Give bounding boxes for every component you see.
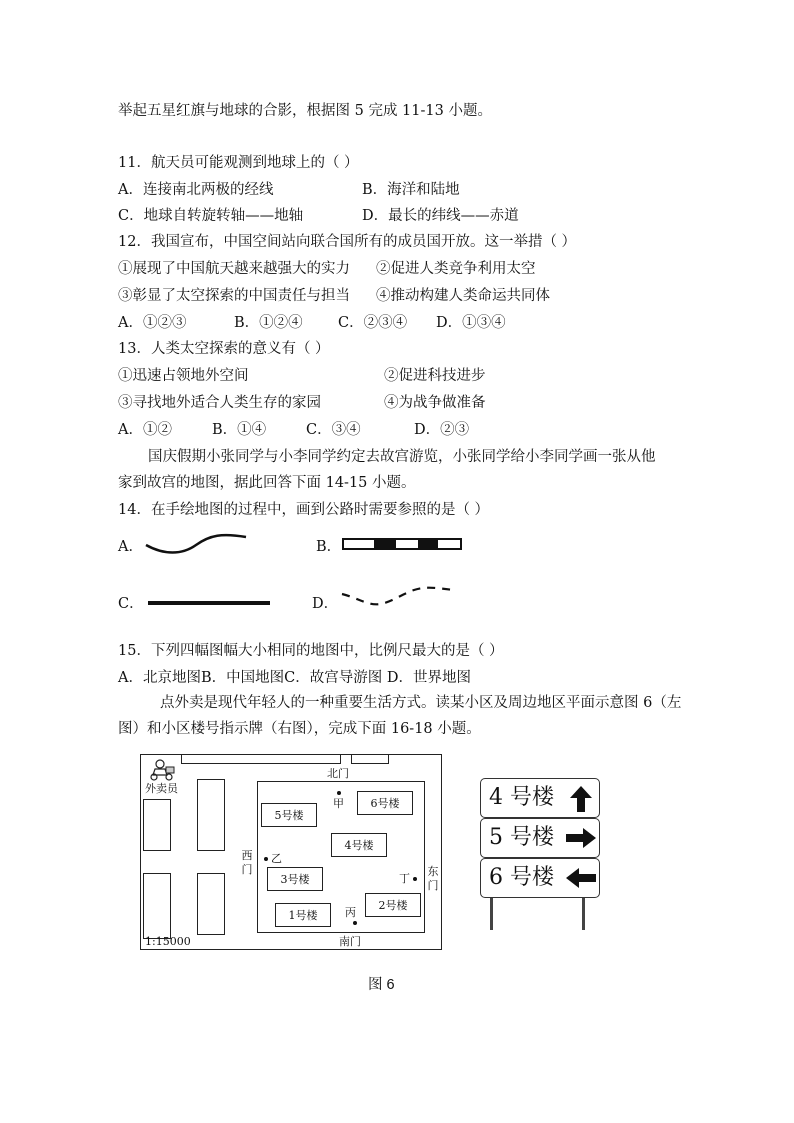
passage-16-18-line2: 图）和小区楼号指示牌（右图），完成下面 16-18 小题。 (118, 721, 481, 737)
point-jia-dot (337, 791, 341, 795)
q13-statement-2: ②促进科技进步 (384, 368, 486, 384)
sign-5-text: 5 号楼 (489, 825, 554, 850)
courier-label: 外卖员 (145, 782, 178, 795)
q12-statement-3: ③彰显了太空探索的中国责任与担当 (118, 288, 350, 304)
q11-option-d: D．最长的纬线——赤道 (362, 208, 519, 224)
point-bing-dot (353, 921, 357, 925)
q12-statement-1: ①展现了中国航天越来越强大的实力 (118, 261, 350, 277)
left-arrow-icon (565, 867, 597, 889)
q12-option-a: A．①②③ (118, 315, 187, 331)
q12-option-d: D．①③④ (436, 315, 506, 331)
q13-statement-1: ①迅速占领地外空间 (118, 368, 249, 384)
right-arrow-icon (565, 827, 597, 849)
q15-options: A．北京地图B．中国地图C．故宫导游图 D．世界地图 (118, 670, 471, 686)
dashed-line-symbol (340, 582, 456, 610)
road-line-symbol (146, 598, 272, 608)
south-gate-label: 南门 (339, 935, 361, 948)
q11-option-a: A．连接南北两极的经线 (118, 182, 274, 198)
q13-option-d: D．②③ (414, 422, 470, 438)
figure-caption: 图 6 (368, 977, 395, 993)
outside-building (197, 779, 225, 851)
question-13: 13．人类太空探索的意义有（ ） (118, 341, 330, 357)
building-3: 3号楼 (267, 867, 323, 891)
point-jia-label: 甲 (333, 797, 344, 810)
point-bing-label: 丙 (345, 906, 356, 919)
top-strip-building-small (351, 754, 389, 764)
sign-board-5 (480, 818, 600, 858)
q11-option-c: C．地球自转旋转轴——地轴 (118, 208, 304, 224)
point-ding-dot (413, 877, 417, 881)
sign-post-left (490, 898, 493, 930)
building-5: 5号楼 (261, 803, 317, 827)
q12-statement-4: ④推动构建人类命运共同体 (376, 288, 550, 304)
courier-scooter-icon (147, 759, 177, 781)
building-signpost (478, 776, 602, 932)
q14-option-d-label: D． (312, 596, 339, 612)
railway-symbol (342, 537, 462, 551)
outside-building (143, 799, 171, 851)
q12-option-b: B．①②④ (234, 315, 303, 331)
outside-building (197, 873, 225, 935)
up-arrow-icon (569, 785, 593, 813)
curved-line-symbol (144, 531, 248, 559)
building-1: 1号楼 (275, 903, 331, 927)
q12-option-c: C．②③④ (338, 315, 408, 331)
building-2: 2号楼 (365, 893, 421, 917)
q13-statement-4: ④为战争做准备 (384, 395, 486, 411)
neighborhood-map (140, 754, 442, 950)
q13-option-a: A．①② (118, 422, 172, 438)
west-gate-label-1: 西 (241, 849, 253, 862)
question-12: 12．我国宣布，中国空间站向联合国所有的成员国开放。这一举措（ ） (118, 234, 577, 250)
building-4: 4号楼 (331, 833, 387, 857)
passage-14-15-line1: 国庆假期小张同学与小李同学约定去故宫游览，小张同学给小李同学画一张从他 (148, 449, 656, 465)
question-11: 11．航天员可能观测到地球上的（ ） (118, 155, 359, 171)
q14-option-b-label: B． (316, 539, 342, 555)
passage-14-15-line2: 家到故宫的地图，据此回答下面 14-15 小题。 (118, 475, 416, 491)
outside-building (143, 873, 171, 939)
intro-line: 举起五星红旗与地球的合影，根据图 5 完成 11-13 小题。 (118, 103, 492, 119)
north-gate-label: 北门 (327, 767, 349, 780)
q12-statement-2: ②促进人类竞争利用太空 (376, 261, 536, 277)
point-yi-dot (264, 857, 268, 861)
q13-option-c: C．③④ (306, 422, 361, 438)
map-scale: 1:15000 (145, 935, 191, 948)
point-ding-label: 丁 (399, 872, 410, 885)
sign-6-text: 6 号楼 (489, 865, 554, 890)
q14-option-c-label: C． (118, 596, 144, 612)
sign-board-4 (480, 778, 600, 818)
east-gate-label-1: 东 (427, 865, 439, 878)
question-14: 14．在手绘地图的过程中，画到公路时需要参照的是（ ） (118, 502, 490, 518)
sign-4-text: 4 号楼 (489, 785, 554, 810)
q13-statement-3: ③寻找地外适合人类生存的家园 (118, 395, 321, 411)
building-6: 6号楼 (357, 791, 413, 815)
top-strip-building (181, 754, 341, 764)
west-gate-label-2: 门 (241, 863, 253, 876)
passage-16-18-line1: 点外卖是现代年轻人的一种重要生活方式。读某小区及周边地区平面示意图 6（左 (160, 695, 682, 711)
q14-option-a-label: A． (118, 539, 143, 555)
east-gate-label-2: 门 (427, 879, 439, 892)
sign-board-6 (480, 858, 600, 898)
q13-option-b: B．①④ (212, 422, 267, 438)
question-15: 15．下列四幅图幅大小相同的地图中，比例尺最大的是（ ） (118, 643, 504, 659)
q11-option-b: B．海洋和陆地 (362, 182, 460, 198)
sign-post-right (582, 898, 585, 930)
point-yi-label: 乙 (271, 852, 282, 865)
